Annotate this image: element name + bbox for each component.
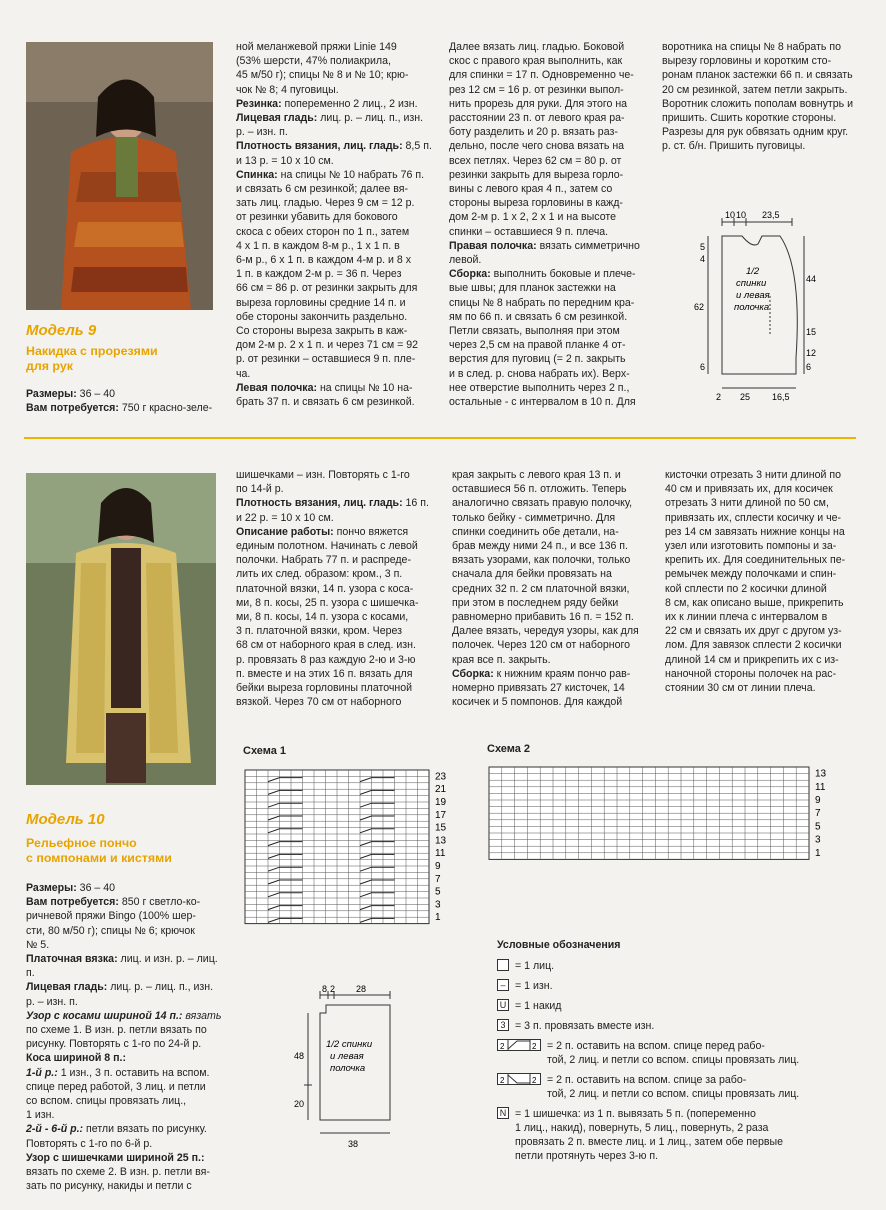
cable-front-label: 2 [500, 1042, 505, 1051]
text-line: дельно, после чего снова вязать на [449, 140, 625, 153]
cable14-label: Узор с косами шириной 14 п.: [26, 1009, 183, 1022]
back-line: зать лиц. гладью. Через 9 см = 12 р. [236, 197, 415, 210]
descr-line: р. провязать 8 раз каждую 2-ю и 3-ю [236, 653, 416, 666]
dim-top-1: 10 [725, 210, 736, 220]
model9-col2 [236, 40, 436, 409]
schema-label-4: полочка [734, 302, 770, 313]
text-line: 20 см резинкой, затем петли закрыть. [662, 83, 848, 96]
dim-left-3: 62 [694, 302, 705, 312]
bobble-symbol-icon: N [497, 1107, 509, 1119]
text-line: резинки закрыть для выреза горло- [449, 168, 624, 181]
sizes-value: 36 – 40 [76, 388, 116, 400]
dim-left-1: 5 [700, 242, 706, 252]
model9-col3 [449, 40, 649, 409]
assembly-label: Сборка: [452, 667, 494, 680]
assembly-line: Петли связать, выполняя при этом [449, 325, 620, 338]
text-line: 8 см, как описано выше, прикрепить [665, 596, 844, 609]
text-line: по схеме 1. В изн. р. петли вязать по [26, 1024, 207, 1037]
text-line: вязать узорами, как полочки, только [452, 554, 631, 567]
row-number-label: 3 [435, 899, 441, 911]
schema2-title: Схема 2 [487, 743, 531, 755]
text-line: вязать по схеме 2. В изн. р. петли вя- [26, 1166, 210, 1179]
model10-subtitle-2: с помпонами и кистями [26, 851, 172, 865]
legend-text: = 1 накид [515, 1000, 562, 1012]
back-label: Спинка: [236, 168, 278, 181]
text-line: края закрыть с левого края 13 п. и [452, 469, 621, 481]
text-line: левой. [449, 254, 482, 267]
row-number-label: 3 [815, 834, 821, 846]
row-number-label: 9 [435, 861, 441, 872]
back-line: и связать 6 см резинкой; далее вя- [236, 183, 408, 196]
dim-bottom-3: 16,5 [772, 392, 790, 402]
text-line: по 14-й р. [236, 483, 284, 496]
stock-label: Лицевая гладь: [236, 112, 318, 125]
back-line: 4 х 1 п. в каждом 8-м р., 1 х 1 п. в [236, 239, 400, 252]
model9-heading [26, 322, 226, 374]
row1-line: спице перед работой, 3 лиц. и петли [26, 1080, 206, 1093]
row-number-label: 17 [435, 809, 447, 821]
schema-label-2: и левая [330, 1051, 364, 1062]
back-line: на спицы № 10 набрать 76 п. [277, 168, 425, 181]
model9-photo [26, 42, 213, 310]
descr-line: пончо вяжется [333, 525, 409, 538]
descr-line: 3 п. платочной вязки, кром. Через [236, 625, 403, 638]
text-line: только бейку - симметрично. Для [452, 511, 616, 524]
text-line: чок № 8; 4 пуговицы. [236, 83, 339, 96]
need-value: 750 г красно-зеле- [118, 402, 213, 415]
text-line: вырезу горловины и коротким сто- [662, 55, 832, 68]
text-line: ной меланжевой пряжи Linie 149 [236, 41, 397, 53]
row-number-label: 7 [435, 873, 441, 885]
text-line: скос с правого края выполнить, как [449, 55, 623, 68]
descr-line: вязкой. Через 70 см от наборного [236, 696, 402, 709]
text-line: Воротник сложить пополам вовнутрь и [662, 97, 854, 110]
row-number-label: 23 [435, 771, 447, 783]
legend-title: Условные обозначения [497, 939, 621, 951]
assembly-line: косичек и 5 помпонов. Для каждой [452, 696, 623, 709]
density-label: Плотность вязания, лиц. гладь: [236, 140, 403, 153]
cable-back-symbol-icon [497, 1073, 541, 1085]
text-line: и 22 р. = 10 х 10 см. [236, 511, 334, 524]
assembly-line: через 2,5 см на правой планке 4 от- [449, 339, 626, 352]
model9-col1 [26, 387, 226, 415]
text-line: спинки соединить обе детали, на- [452, 525, 619, 538]
stock-value: лиц. р. – лиц. п., изн. [107, 981, 214, 994]
garter-value: лиц. и изн. р. – лиц. п. [26, 953, 218, 980]
dim-left-2: 20 [294, 1099, 305, 1109]
dim-top-2: 2 [330, 985, 336, 994]
dim-right-4: 6 [806, 362, 812, 372]
text-line: сначала для бейки провязать на [452, 568, 612, 581]
legend-item [497, 1039, 857, 1067]
dim-top-3: 28 [356, 985, 367, 994]
text-line: и 13 р. = 10 х 10 см. [236, 154, 334, 167]
model10-col2 [236, 468, 436, 709]
model10-col1 [26, 881, 222, 1193]
cable-front-symbol-icon [497, 1039, 541, 1051]
legend-text: = 1 шишечка: из 1 п. вывязать 5 п. (попеременно [515, 1108, 756, 1120]
row-number-label: 1 [435, 912, 441, 924]
braid8-label: Коса шириной 8 п.: [26, 1052, 127, 1065]
rib-value: попеременно 2 лиц., 2 изн. [281, 97, 418, 110]
assembly-line: номерно привязать 27 кисточек, 14 [452, 682, 625, 695]
text-line: 40 см и привязать их, для косичек [665, 483, 833, 496]
text-line: Повторять с 1-го по 6-й р. [26, 1137, 153, 1150]
text-line: для спинки = 17 п. Одновременно че- [449, 69, 634, 82]
row-number-label: 1 [815, 847, 821, 859]
text-line: (53% шерсти, 47% полиакрила, [236, 55, 391, 68]
schema2-grid [487, 765, 847, 865]
model9-col4 [662, 40, 867, 154]
back-line: 66 см = 86 р. от резинки закрыть для [236, 282, 418, 295]
text-line: пришить. Сшить короткие стороны. [662, 112, 837, 125]
cable14-value: вязать [182, 1009, 222, 1022]
row1-line: 1 изн. [26, 1109, 55, 1122]
legend-text: петли протянуть через 3-ю п. [515, 1150, 659, 1162]
text-line: отрезать 3 нити длиной по 50 см, [665, 497, 829, 510]
row-number-label: 9 [815, 795, 821, 806]
row-number-label: 21 [435, 784, 447, 796]
text-line: кисточки отрезать 3 нити длиной по [665, 469, 841, 481]
descr-line: бейки выреза горловины платочной [236, 682, 413, 695]
text-line: средних 32 п. 2 см платочной вязки, [452, 582, 630, 595]
stock-value: лиц. р. – лиц. п., изн. [317, 112, 424, 125]
back-line: дом 2-м р. 2 х 1 п. и через 71 см = 92 [236, 339, 419, 352]
text-line: длиной 14 см и прикрепить их с из- [665, 653, 839, 666]
text-line: р. – изн. п. [26, 995, 78, 1008]
purl3tog-symbol-icon: 3 [497, 1019, 509, 1031]
back-line: обе стороны закончить раздельно. [236, 310, 408, 323]
cable-back-label: 2 [532, 1076, 537, 1085]
back-line: от резинки убавить для бокового [236, 211, 398, 224]
text-line: их к линии плеча с интервалом в [665, 611, 828, 624]
text-line: 22 см и связать их друг с другом уз- [665, 625, 842, 638]
dim-top-2: 10 [736, 210, 747, 220]
right-front-value: вязать симметрично [536, 239, 640, 252]
text-line: рисунку. Повторять с 1-го по 24-й р. [26, 1038, 202, 1051]
back-line: скоса с обеих сторон по 1 п., затем [236, 225, 410, 238]
text-line: нить прорезь для руки. Для этого на [449, 97, 628, 110]
schema1-grid [243, 768, 458, 933]
schema-label-1: 1/2 спинки [326, 1039, 373, 1050]
back-line: 1 п. в каждом 2-м р. = 36 п. Через [236, 268, 402, 281]
dim-bottom-1: 2 [716, 392, 722, 402]
row26-label: 2-й - 6-й р.: [26, 1123, 84, 1136]
text-line: аналогично связать правую полочку, [452, 497, 633, 510]
cable-back-label: 2 [500, 1076, 505, 1085]
text-line: брать 37 п. и связать 6 см резинкой. [236, 396, 415, 409]
assembly-line: и в след. р. снова набрать их). Верх- [449, 367, 630, 380]
descr-line: лить их след. образом: кром., 3 п. [236, 568, 403, 581]
model10-photo [26, 473, 216, 785]
legend-text: = 1 изн. [515, 980, 553, 992]
text-line: привязать их, сплести косичку и че- [665, 511, 842, 524]
text-line: расстоянии 23 п. от левого края ра- [449, 112, 625, 125]
text-line: стоянии 30 см от линии плеча. [665, 682, 816, 695]
text-line: спинки – оставшиеся 9 п. плеча. [449, 225, 609, 238]
rib-label: Резинка: [236, 97, 282, 110]
schema-label-3: и левая [736, 290, 770, 301]
assembly-line: спицы № 8 набрать по передним кра- [449, 296, 635, 309]
model10-photo-illustration [26, 473, 216, 785]
model9-schematic [692, 208, 822, 408]
assembly-line: верстия для пуговиц (= 2 п. закрыть [449, 353, 626, 366]
back-line: выреза горловины средние 14 п. и [236, 296, 406, 309]
row-number-label: 13 [435, 835, 447, 847]
assembly-line: нее отверстие выполнить через 2 п., [449, 381, 630, 394]
text-line: дом 2-м р. 1 х 2, 2 х 1 и на высоте [449, 211, 616, 224]
row1-line: со вспом. спицы провязать лиц., [26, 1095, 187, 1108]
bobble25-label: Узор с шишечками шириной 25 п.: [26, 1151, 205, 1164]
back-line: ча. [236, 367, 251, 380]
legend-text: провязать 2 п. вместе лиц. и 1 лиц., затем обе первые [515, 1136, 784, 1148]
dim-right-1: 44 [806, 274, 817, 284]
legend-text: = 1 лиц. [515, 960, 555, 972]
row1-label: 1-й р.: [26, 1066, 58, 1079]
model9-title: Модель 9 [26, 322, 97, 339]
cable-front-label: 2 [532, 1042, 537, 1051]
legend-text: той, 2 лиц. и петли со вспом. спицы провязать лиц. [547, 1054, 800, 1066]
text-line: наночной стороны полочек на рас- [665, 667, 837, 680]
text-line: узел или изготовить помпоны и за- [665, 540, 837, 553]
text-line: крепить их. Для соединительных пе- [665, 554, 846, 567]
model10-title: Модель 10 [26, 811, 105, 828]
text-line: воротника на спицы № 8 набрать по [662, 41, 841, 53]
text-line: края все п. закрыть. [452, 653, 551, 666]
text-line: стороны выреза горловины в кажд- [449, 197, 623, 210]
legend-item [497, 959, 857, 973]
back-line: р. от резинки – оставшиеся 9 п. пле- [236, 353, 416, 366]
assembly-line: выполнить боковые и плече- [490, 268, 636, 281]
text-line: при этом в последнем ряду бейки [452, 596, 619, 609]
descr-label: Описание работы: [236, 525, 334, 538]
right-front-label: Правая полочка: [449, 239, 537, 252]
need-label: Вам потребуется: [26, 896, 119, 909]
row-number-label: 19 [435, 797, 447, 808]
row26-value: петли вязать по рисунку. [83, 1123, 207, 1136]
schema-label-1: 1/2 [746, 266, 760, 277]
legend-text: 1 лиц., накид), повернуть, 5 лиц., повернуть, 2 раза [515, 1122, 769, 1134]
assembly-line: к нижним краям пончо рав- [493, 667, 631, 680]
model10-schematic [290, 985, 410, 1155]
text-line: Далее вязать лиц. гладью. Боковой [449, 41, 625, 53]
text-line: равномерно прибавить 16 п. = 152 п. [452, 611, 634, 624]
descr-line: 68 см от наборного края в след. изн. [236, 639, 416, 652]
text-line: кой сплести по 2 косички длиной [665, 582, 827, 595]
schema-label-3: полочка [330, 1063, 366, 1074]
text-line: оставшиеся 56 п. отложить. Теперь [452, 483, 627, 496]
model10-col3 [452, 468, 652, 709]
need-line: ричневой пряжи Bingo (100% шер- [26, 910, 196, 923]
yarn-over-symbol-icon: U [497, 999, 509, 1011]
row-number-label: 13 [815, 768, 827, 780]
text-line: рез 14 см завязать нижние концы на [665, 525, 845, 538]
row-number-label: 5 [815, 821, 821, 833]
dim-left-1: 48 [294, 1051, 305, 1061]
text-line: ронам планок застежки 66 п. и связать [662, 69, 853, 82]
descr-line: ми, 8 п. косы, 14 п. узора с косами, [236, 611, 409, 624]
dim-bottom: 38 [348, 1139, 359, 1149]
need-line: 850 г светло-ко- [118, 896, 201, 909]
legend-text: = 2 п. оставить на вспом. спице перед рабо- [547, 1040, 765, 1052]
legend-text: = 2 п. оставить на вспом. спице за рабо- [547, 1074, 747, 1086]
descr-line: платочной вязки, 14 п. узора с коса- [236, 582, 414, 595]
sizes-label: Размеры: [26, 882, 77, 894]
purl-symbol-icon: – [497, 979, 509, 991]
model9-subtitle-1: Накидка с прорезями [26, 344, 158, 358]
row-number-label: 11 [815, 781, 826, 793]
stock-label: Лицевая гладь: [26, 981, 108, 994]
model9-subtitle-2: для рук [26, 359, 73, 373]
section-divider [24, 437, 856, 439]
need-label: Вам потребуется: [26, 402, 119, 415]
density-label: Плотность вязания, лиц. гладь: [236, 497, 403, 510]
model10-subtitle-1: Рельефное пончо [26, 836, 137, 850]
need-line: № 5. [26, 938, 50, 951]
legend-item [497, 979, 857, 993]
assembly-label: Сборка: [449, 268, 491, 281]
text-line: ремычек между полочками и спин- [665, 568, 837, 581]
text-line: зать по рисунку, накиды и петли с [26, 1180, 192, 1193]
text-line: рез 12 см = 16 р. от резинки выпол- [449, 83, 624, 96]
sizes-label: Размеры: [26, 388, 77, 400]
back-line: Со стороны выреза закрыть в каж- [236, 325, 408, 338]
legend-item [497, 1019, 857, 1033]
descr-line: единым полотном. Начинать с левой [236, 540, 418, 553]
dim-left-4: 6 [700, 362, 706, 372]
schema-label-2: спинки [736, 278, 767, 289]
text-line: брав между ними 24 п., и все 136 п. [452, 540, 628, 553]
assembly-line: остальные - с интервалом в 10 п. Для [449, 396, 636, 409]
text-line: шишечками – изн. Повторять с 1-го [236, 469, 410, 481]
need-line: сти, 80 м/50 г); спицы № 6; крючок [26, 924, 195, 937]
row-number-label: 15 [435, 822, 447, 834]
row-number-label: 7 [815, 808, 821, 820]
descr-line: п. вместе и на этих 16 п. вязать для [236, 667, 413, 680]
left-front-value: на спицы № 10 на- [317, 381, 413, 394]
text-line: вины с левого края 4 п., затем со [449, 183, 613, 196]
row1-line: 1 изн., 3 п. оставить на вспом. [57, 1066, 210, 1079]
back-line: 6-м р., 6 х 1 п. в каждом 4-м р. и 8 х [236, 254, 412, 267]
text-line: Разрезы для рук обвязать одним круг. [662, 126, 849, 139]
legend-item [497, 1107, 857, 1163]
dim-right-2: 15 [806, 327, 817, 337]
density-value: 8,5 п. [402, 140, 432, 153]
text-line: Далее вязать, чередуя узоры, как для [452, 625, 639, 638]
schema1-title: Схема 1 [243, 745, 287, 757]
dim-left-2: 4 [700, 254, 706, 264]
assembly-line: ям по 66 п. и связать 6 см резинкой. [449, 310, 628, 323]
row-number-label: 11 [435, 848, 446, 860]
legend-text: = 3 п. провязать вместе изн. [515, 1020, 655, 1032]
row-number-label: 5 [435, 886, 441, 898]
dim-right-3: 12 [806, 348, 817, 358]
assembly-line: вые швы; для планок застежки на [449, 282, 616, 295]
text-line: всех петлях. Через 62 см = 80 р. от [449, 154, 622, 167]
legend-item [497, 999, 857, 1013]
text-line: 45 м/50 г); спицы № 8 и № 10; крю- [236, 69, 409, 82]
text-line: полочек. Через 120 см от наборного [452, 639, 631, 652]
model9-photo-illustration [26, 42, 213, 310]
text-line: лом. Для завязок сплести 2 косички [665, 639, 842, 652]
text-line: р. – изн. п. [236, 126, 288, 139]
dim-top-1: 8 [322, 985, 328, 994]
knit-symbol-icon [497, 959, 509, 971]
dim-bottom-2: 25 [740, 392, 751, 402]
density-value: 16 п. [402, 497, 429, 510]
model10-heading [26, 811, 226, 866]
legend [497, 939, 857, 1169]
garter-label: Платочная вязка: [26, 953, 118, 966]
descr-line: ми, 8 п. косы, 25 п. узора с шишечка- [236, 596, 419, 609]
legend-item [497, 1073, 857, 1101]
dim-top-3: 23,5 [762, 210, 780, 220]
legend-text: той, 2 лиц. и петли со вспом. спицы провязать лиц. [547, 1088, 800, 1100]
text-line: боту разделить и 20 р. вязать раз- [449, 126, 618, 139]
left-front-label: Левая полочка: [236, 381, 317, 394]
descr-line: полочки. Набрать 77 п. и распреде- [236, 554, 411, 567]
text-line: р. ст. б/н. Пришить пуговицы. [662, 140, 806, 153]
sizes-value: 36 – 40 [76, 882, 116, 894]
model10-col4 [665, 468, 865, 695]
